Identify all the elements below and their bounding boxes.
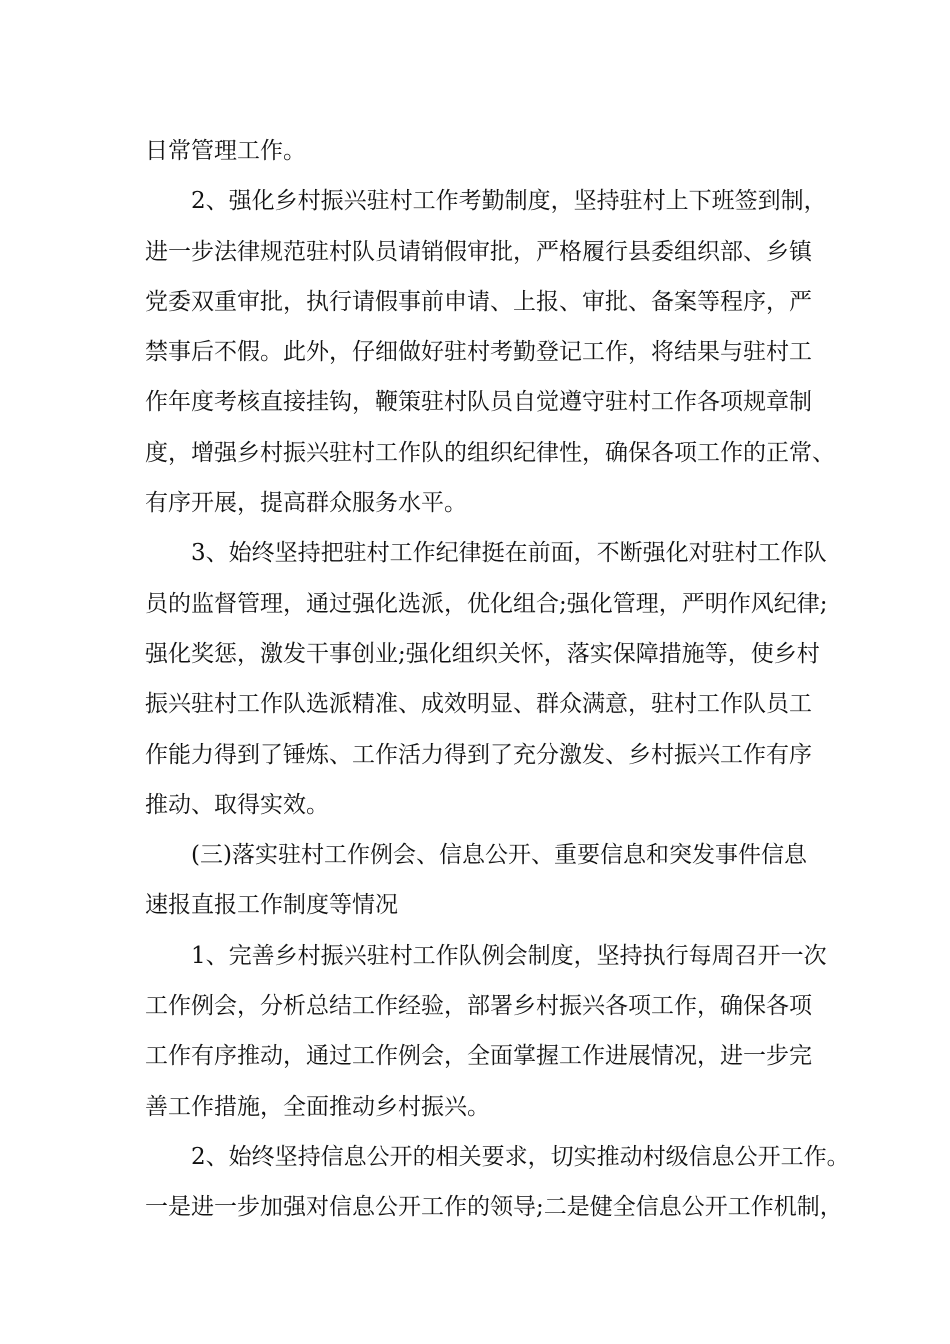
text-line: 2、强化乡村振兴驻村工作考勤制度，坚持驻村上下班签到制， bbox=[191, 188, 827, 215]
text-line: 1、完善乡村振兴驻村工作队例会制度，坚持执行每周召开一次 bbox=[191, 942, 827, 969]
text-line: 振兴驻村工作队选派精准、成效明显、群众满意，驻村工作队员工 bbox=[145, 691, 812, 718]
text-line: 速报直报工作制度等情况 bbox=[145, 892, 398, 919]
text-line: 强化奖惩，激发干事创业;强化组织关怀，落实保障措施等，使乡村 bbox=[145, 640, 820, 667]
text-line: 工作有序推动，通过工作例会，全面掌握工作进展情况，进一步完 bbox=[145, 1043, 812, 1070]
text-line: 3、始终坚持把驻村工作纪律挺在前面，不断强化对驻村工作队 bbox=[191, 540, 827, 567]
text-line: 善工作措施，全面推动乡村振兴。 bbox=[145, 1093, 490, 1120]
text-line: 员的监督管理，通过强化选派，优化组合;强化管理，严明作风纪律; bbox=[145, 590, 828, 617]
text-line: (三)落实驻村工作例会、信息公开、重要信息和突发事件信息 bbox=[191, 842, 807, 869]
text-line: 一是进一步加强对信息公开工作的领导;二是健全信息公开工作机制， bbox=[145, 1194, 843, 1221]
text-line: 工作例会，分析总结工作经验，部署乡村振兴各项工作，确保各项 bbox=[145, 993, 812, 1020]
text-line: 作年度考核直接挂钩，鞭策驻村队员自觉遵守驻村工作各项规章制 bbox=[145, 389, 812, 416]
text-line: 有序开展，提高群众服务水平。 bbox=[145, 490, 467, 517]
text-line: 2、始终坚持信息公开的相关要求，切实推动村级信息公开工作。 bbox=[191, 1143, 850, 1170]
text-line: 日常管理工作。 bbox=[145, 138, 306, 164]
text-line: 进一步法律规范驻村队员请销假审批，严格履行县委组织部、乡镇 bbox=[145, 238, 812, 265]
text-line: 党委双重审批，执行请假事前申请、上报、审批、备案等程序，严 bbox=[145, 288, 812, 315]
text-line: 度，增强乡村振兴驻村工作队的组织纪律性，确保各项工作的正常、 bbox=[145, 439, 835, 466]
body-text bbox=[145, 126, 850, 1233]
text-line: 禁事后不假。此外，仔细做好驻村考勤登记工作，将结果与驻村工 bbox=[145, 339, 812, 366]
text-line: 推动、取得实效。 bbox=[145, 791, 329, 818]
text-line: 作能力得到了锤炼、工作活力得到了充分激发、乡村振兴工作有序 bbox=[145, 741, 812, 768]
